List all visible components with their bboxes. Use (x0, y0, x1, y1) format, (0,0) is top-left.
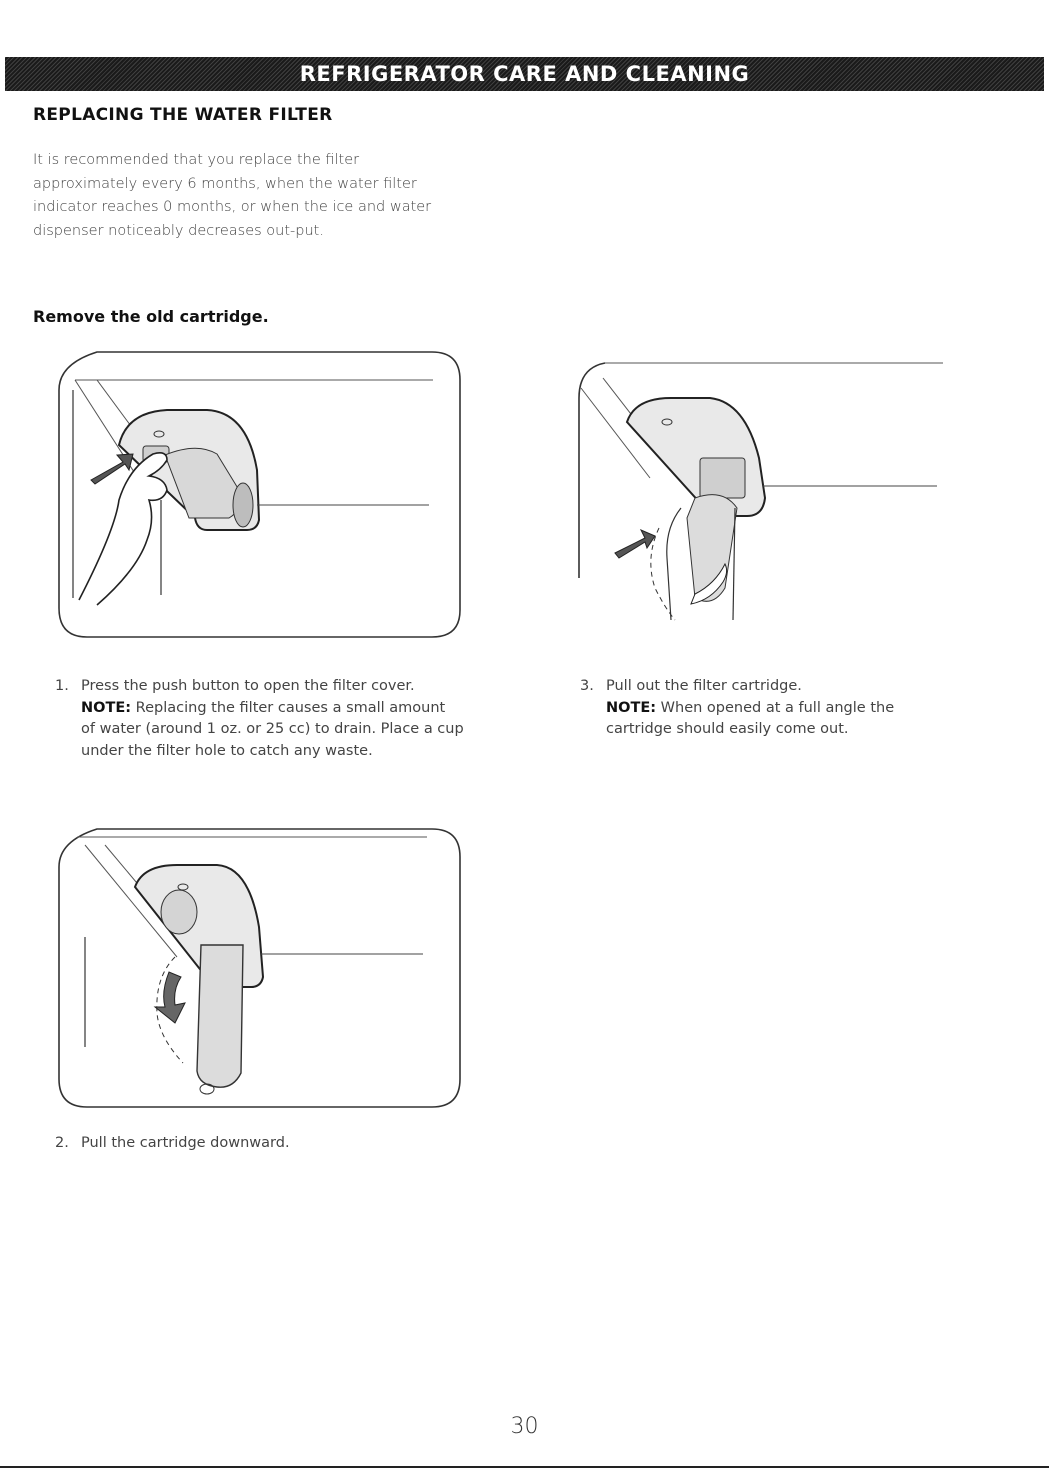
pull-out-illustration (575, 358, 945, 623)
step-instruction: Pull the cartridge downward. (81, 1135, 290, 1151)
step-3 (580, 676, 1000, 741)
step-instruction: Pull out the filter cartridge. (606, 678, 802, 694)
note-text: under the filter hole to catch any waste. (81, 742, 373, 759)
step-text (81, 676, 535, 762)
section-title: REPLACING THE WATER FILTER (33, 105, 333, 125)
step-1 (55, 676, 535, 762)
step-2 (55, 1133, 535, 1155)
note-text: When opened at a full angle the (656, 699, 895, 716)
note-label: NOTE: (81, 699, 132, 716)
note-text: cartridge should easily come out. (606, 721, 849, 737)
pull-down-illustration-svg (57, 827, 462, 1112)
step-number: 1. (55, 678, 69, 694)
pull-down-illustration (57, 827, 462, 1112)
press-button-illustration-svg (57, 350, 462, 640)
intro-line: dispenser noticeably decreases out-put. (33, 222, 324, 239)
intro-line: approximately every 6 months, when the water filter (33, 175, 417, 192)
note-text: of water (around 1 oz. or 25 cc) to drain. Place a cup (81, 721, 464, 737)
press-button-illustration (57, 350, 462, 640)
note-label: NOTE: (606, 699, 657, 716)
intro-paragraph (33, 149, 513, 243)
intro-line: indicator reaches 0 months, or when the ice and water (33, 199, 432, 215)
step-number: 2. (55, 1135, 69, 1151)
step-text (81, 1133, 535, 1155)
step-number: 3. (580, 678, 594, 694)
subsection-title: Remove the old cartridge. (33, 307, 269, 326)
header-title: REFRIGERATOR CARE AND CLEANING (299, 62, 750, 86)
pull-out-illustration-svg (575, 358, 945, 623)
bottom-rule (0, 1466, 1049, 1468)
page-number: 30 (510, 1414, 539, 1439)
note-text: Replacing the filter causes a small amount (131, 699, 446, 716)
step-instruction: Press the push button to open the filter cover. (81, 678, 415, 694)
intro-line: It is recommended that you replace the filter (33, 152, 360, 168)
step-text (606, 676, 1000, 741)
header-bar (5, 57, 1044, 91)
